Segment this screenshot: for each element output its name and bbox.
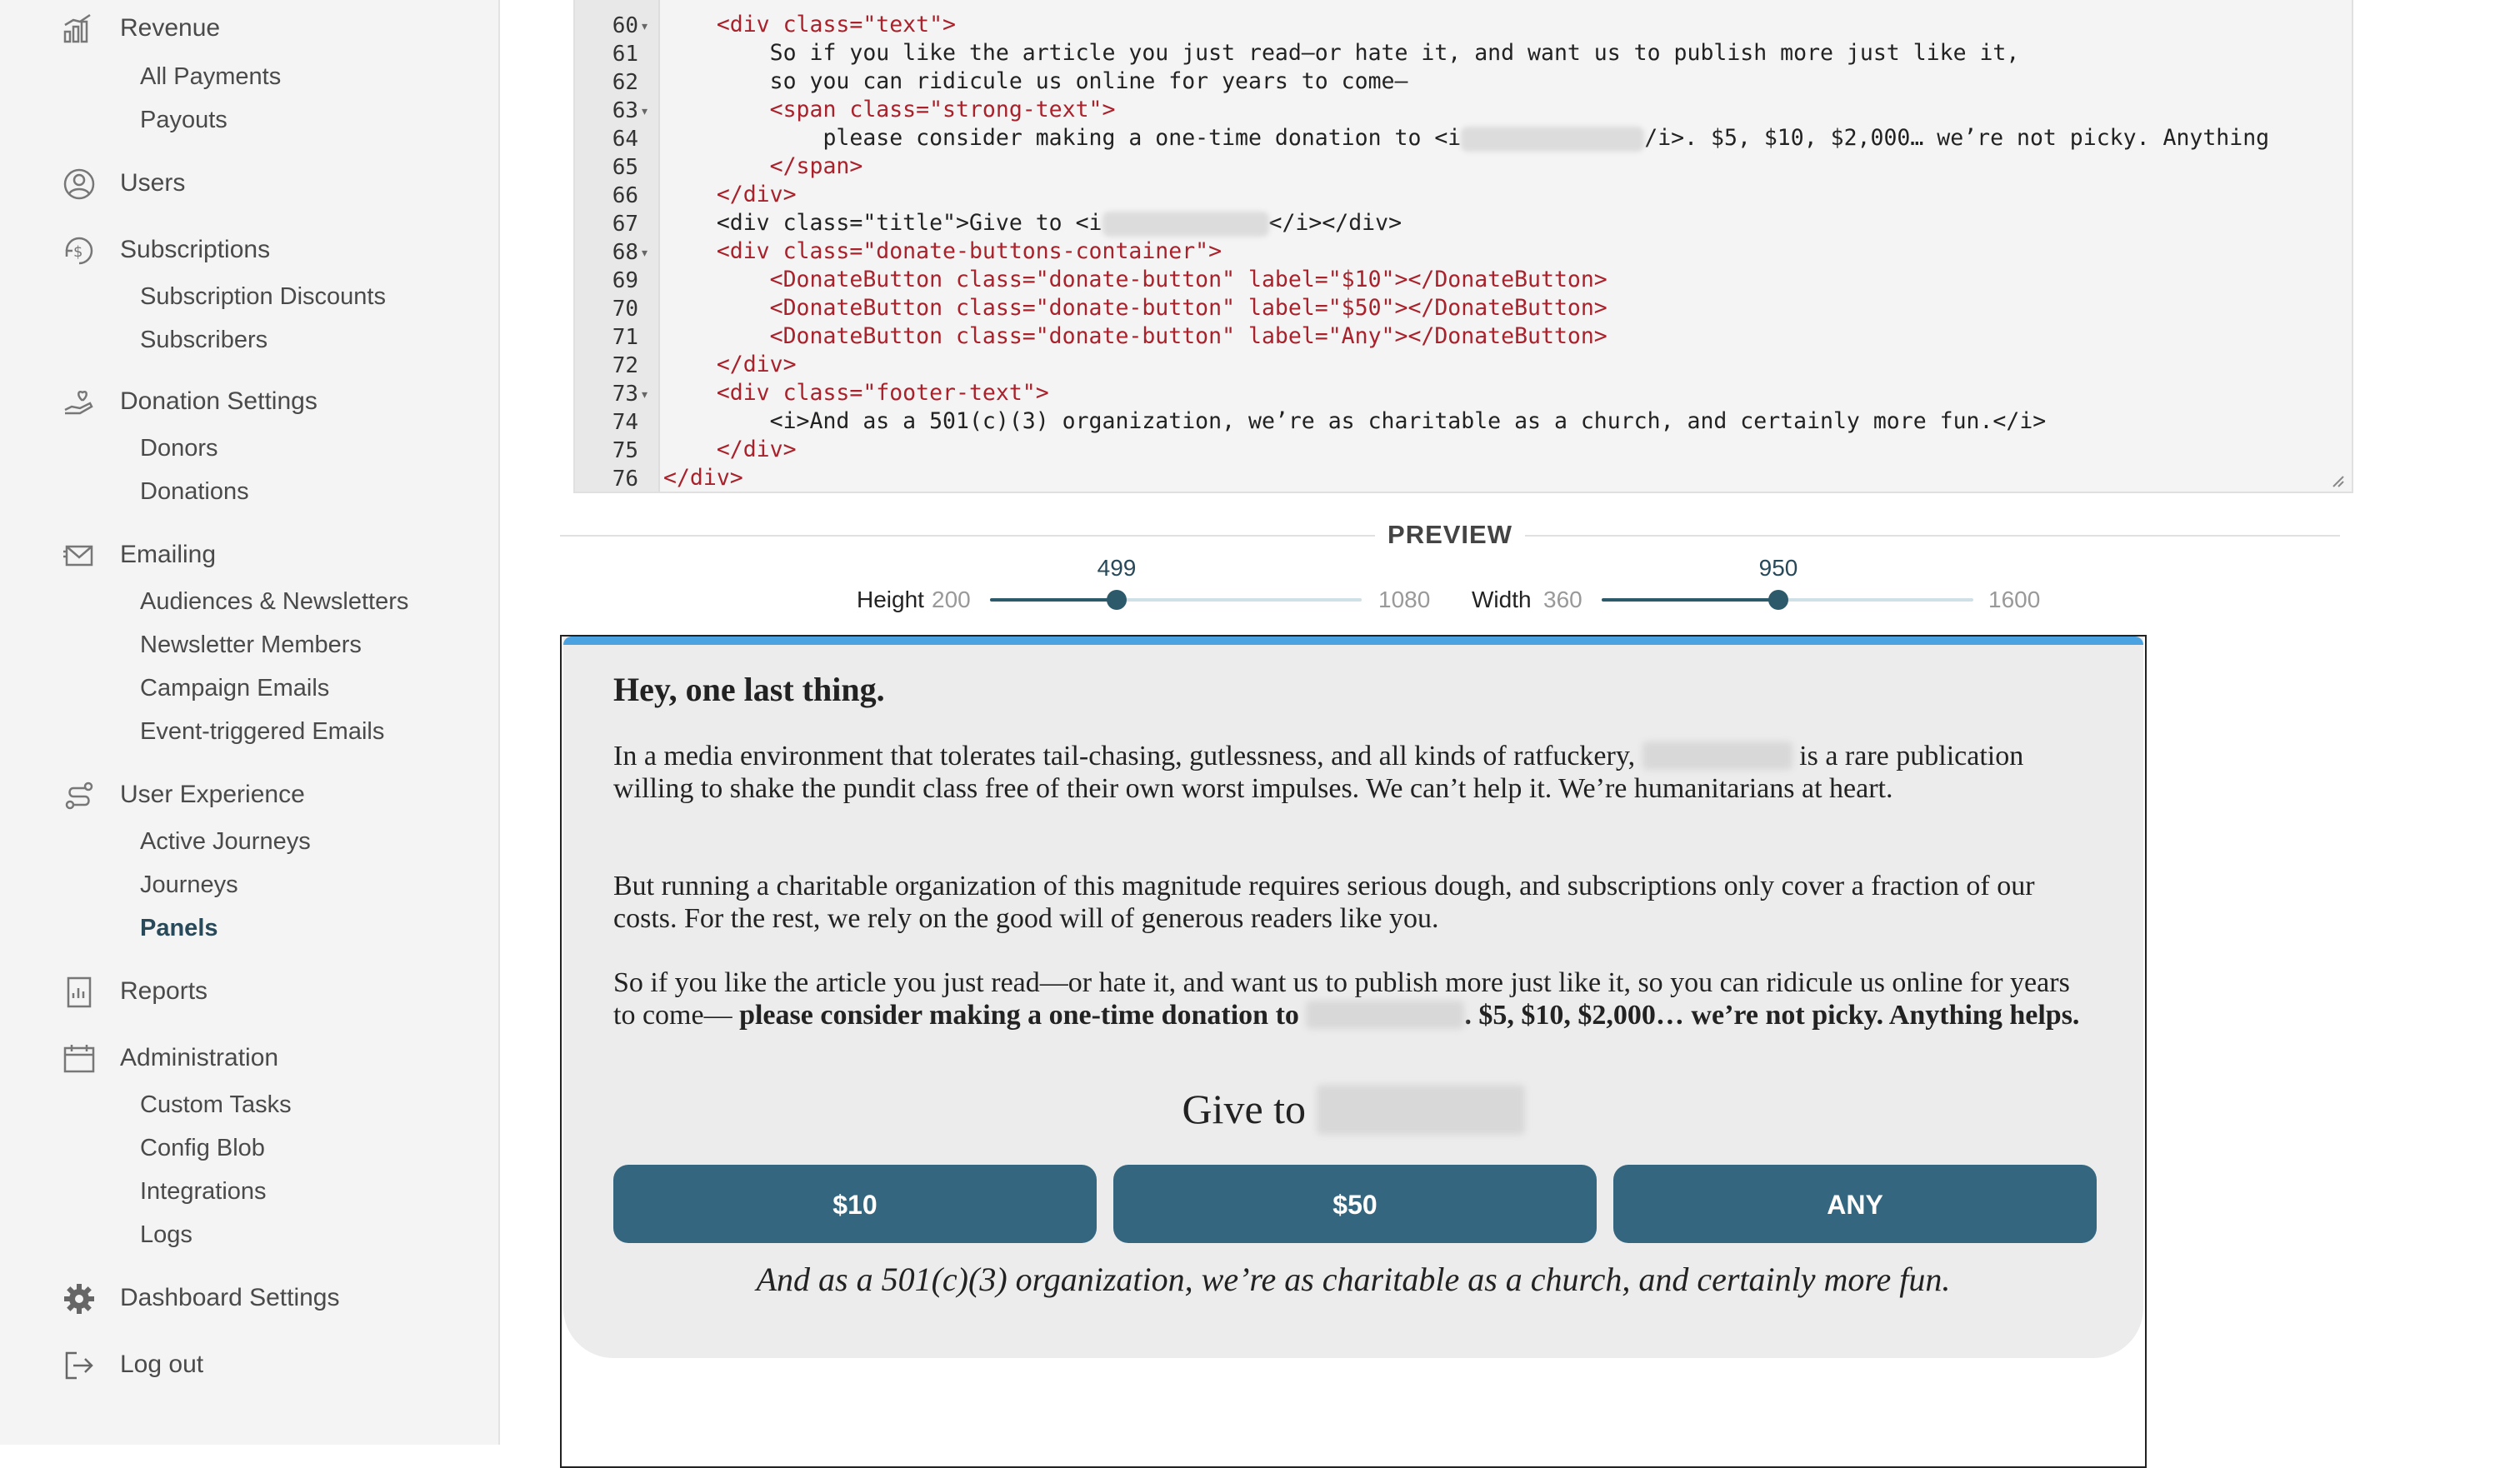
line-number: 76 — [612, 467, 638, 492]
width-slider-value: 950 — [1758, 555, 1798, 581]
hand-heart-icon — [62, 385, 97, 420]
line-number: 68 — [612, 240, 638, 265]
donation-panel — [563, 637, 2143, 1358]
line-number: 63 — [612, 98, 638, 123]
line-number: 69 — [612, 268, 638, 293]
nav-revenue[interactable] — [0, 8, 498, 50]
fold-arrow-icon[interactable]: ▾ — [642, 388, 648, 402]
code-line: <DonateButton class="donate-button" label="$50"></DonateButton> — [663, 295, 1608, 321]
line-number: 74 — [612, 410, 638, 435]
nav-administration[interactable] — [0, 1038, 498, 1080]
code-line: <i>And as a 501(c)(3) organization, we’re as charitable as a church, and certainly more fun.</i> — [663, 408, 2047, 434]
report-icon — [62, 975, 97, 1010]
panel-heading: Hey, one last thing. — [613, 671, 885, 708]
nav-emailing-label: Emailing — [120, 541, 217, 568]
code-segment: </i></div> — [1268, 210, 1402, 236]
redacted-name — [1317, 1085, 1525, 1135]
code-line: So if you like the article you just read—or hate it, and want us to publish more just like it, — [663, 40, 2020, 66]
redacted-name — [1306, 1001, 1464, 1029]
preview-title: PREVIEW — [1388, 520, 1512, 549]
redacted-name — [1461, 127, 1644, 152]
nav-item-integrations[interactable]: Integrations — [140, 1178, 267, 1205]
nav-item-active-journeys[interactable]: Active Journeys — [140, 828, 311, 855]
height-slider-fill — [990, 598, 1117, 602]
nav-administration-label: Administration — [120, 1044, 279, 1071]
donate-10-button[interactable]: $10 — [613, 1165, 1097, 1243]
code-line: </div> — [663, 437, 797, 462]
line-number: 60 — [612, 13, 638, 38]
user-circle-icon — [62, 167, 97, 202]
height-slider-max: 1080 — [1378, 587, 1431, 612]
nav-item-logs[interactable]: Logs — [140, 1221, 192, 1248]
line-number: 62 — [612, 70, 638, 95]
preview-frame — [560, 635, 2147, 1468]
code-segment: <div class="title">Give to <i — [663, 210, 1102, 236]
logout-icon — [62, 1348, 97, 1383]
nav-item-subscribers[interactable]: Subscribers — [140, 327, 268, 353]
width-slider-min: 360 — [1543, 587, 1582, 612]
paragraph-text: In a media environment that tolerates tail-chasing, gutlessness, and all kinds of ratfuckery, — [613, 741, 1636, 771]
line-number: 61 — [612, 42, 638, 67]
code-segment: please consider making a one-time donation to <i — [663, 125, 1462, 151]
line-number: 66 — [612, 183, 638, 208]
line-number: 72 — [612, 353, 638, 378]
paragraph-text: is a rare publication willing to shake the pundit class free of their own worst impulses. We can’t help it. We’re humanitarians at heart. — [613, 741, 2024, 804]
code-line: <DonateButton class="donate-button" label="Any"></DonateButton> — [663, 323, 1608, 349]
nav-donation-settings[interactable] — [0, 382, 498, 423]
bar-chart-icon — [62, 12, 97, 47]
divider — [560, 535, 1375, 537]
height-slider-label: Height — [857, 587, 924, 612]
nav-log-out[interactable] — [0, 1345, 498, 1386]
sidebar — [0, 0, 500, 1445]
line-number: 65 — [612, 155, 638, 180]
give-to-title — [563, 1085, 2143, 1135]
width-slider-label: Width — [1472, 587, 1532, 612]
nav-item-panels[interactable]: Panels — [140, 915, 218, 941]
panel-paragraph-1 — [613, 740, 2097, 805]
strong-text — [739, 1000, 2079, 1031]
height-slider-value: 499 — [1097, 555, 1137, 581]
code-line: </div> — [663, 465, 743, 491]
nav-dashboard-settings-label: Dashboard Settings — [120, 1284, 340, 1311]
code-line — [663, 210, 1402, 237]
nav-user-experience[interactable] — [0, 775, 498, 816]
resize-handle-icon[interactable] — [2330, 473, 2345, 488]
nav-item-journeys[interactable]: Journeys — [140, 871, 238, 898]
code-line: <span class="strong-text"> — [663, 97, 1116, 122]
panel-footer-text: And as a 501(c)(3) organization, we’re as charitable as a church, and certainly more fun. — [756, 1261, 1951, 1298]
nav-emailing[interactable] — [0, 535, 498, 577]
width-slider[interactable] — [1602, 598, 1973, 602]
nav-item-donations[interactable]: Donations — [140, 478, 249, 505]
nav-item-campaign-emails[interactable]: Campaign Emails — [140, 675, 330, 702]
journey-icon — [62, 778, 97, 813]
panel-paragraph-3 — [613, 966, 2097, 1031]
paragraph-text: So if you like the article you just read—or hate it, and want us to publish more just like it, so you can ridicule us online for years to come— — [613, 967, 2070, 1031]
paragraph-strong: please consider making a one-time donation to — [739, 1000, 1299, 1031]
code-line — [663, 125, 2269, 152]
height-slider-min: 200 — [932, 587, 971, 612]
line-number: 73 — [612, 382, 638, 407]
fold-arrow-icon[interactable]: ▾ — [642, 247, 648, 260]
envelope-icon — [62, 538, 97, 573]
line-number: 64 — [612, 127, 638, 152]
code-segment: /i>. $5, $10, $2,000… we’re not picky. Anything — [1644, 125, 2270, 151]
nav-users-label: Users — [120, 169, 186, 197]
line-number: 75 — [612, 438, 638, 463]
nav-item-newsletter-members[interactable]: Newsletter Members — [140, 632, 362, 658]
code-line: <div class="footer-text"> — [663, 380, 1049, 406]
panel-accent-bar — [563, 637, 2143, 645]
nav-log-out-label: Log out — [120, 1351, 204, 1378]
nav-item-config-blob[interactable]: Config Blob — [140, 1135, 265, 1161]
nav-item-donors[interactable]: Donors — [140, 435, 218, 462]
nav-item-event-triggered-emails[interactable]: Event-triggered Emails — [140, 718, 385, 745]
panel-paragraph-2: But running a charitable organization of this magnitude requires serious dough, and subscriptions only cover a fraction of our costs. For the rest, we rely on the good will of generous readers like you. — [613, 871, 2035, 934]
code-line: <div class="text"> — [663, 12, 956, 37]
give-to-text: Give to — [1182, 1086, 1307, 1132]
nav-item-payouts[interactable]: Payouts — [140, 107, 228, 133]
nav-users[interactable] — [0, 163, 498, 205]
width-slider-thumb[interactable] — [1768, 590, 1788, 610]
svg-text:$: $ — [73, 243, 83, 261]
height-slider[interactable] — [990, 598, 1362, 602]
code-editor[interactable] — [573, 0, 2353, 493]
width-slider-max: 1600 — [1988, 587, 2041, 612]
line-number: 70 — [612, 297, 638, 322]
redacted-name — [1102, 212, 1269, 237]
nav-reports-label: Reports — [120, 977, 208, 1005]
code-line: so you can ridicule us online for years to come— — [663, 68, 1408, 94]
fold-arrow-icon[interactable]: ▾ — [642, 105, 648, 118]
divider — [1525, 535, 2340, 537]
gear-icon — [62, 1281, 97, 1316]
nav-user-experience-label: User Experience — [120, 781, 305, 808]
line-number: 67 — [612, 212, 638, 237]
donate-any-button[interactable]: ANY — [1613, 1165, 2097, 1243]
code-line: <div class="donate-buttons-container"> — [663, 238, 1222, 264]
nav-donation-settings-label: Donation Settings — [120, 387, 318, 415]
nav-subscriptions[interactable] — [0, 230, 498, 272]
donate-50-button[interactable]: $50 — [1113, 1165, 1597, 1243]
fold-arrow-icon[interactable]: ▾ — [642, 20, 648, 33]
code-line: <DonateButton class="donate-button" label="$10"></DonateButton> — [663, 267, 1608, 292]
nav-item-subscription-discounts[interactable]: Subscription Discounts — [140, 283, 386, 310]
nav-subscriptions-label: Subscriptions — [120, 236, 271, 263]
code-line: </span> — [663, 153, 863, 179]
height-slider-thumb[interactable] — [1107, 590, 1127, 610]
nav-dashboard-settings[interactable] — [0, 1278, 498, 1320]
width-slider-fill — [1602, 598, 1778, 602]
code-line: </div> — [663, 182, 797, 207]
line-number: 71 — [612, 325, 638, 350]
nav-revenue-label: Revenue — [120, 14, 221, 42]
calendar-icon — [62, 1041, 97, 1076]
nav-reports[interactable] — [0, 971, 498, 1013]
code-line: </div> — [663, 352, 797, 377]
nav-item-all-payments[interactable]: All Payments — [140, 63, 282, 90]
nav-item-custom-tasks[interactable]: Custom Tasks — [140, 1091, 292, 1118]
dollar-cycle-icon — [62, 233, 97, 268]
nav-item-audiences-newsletters[interactable]: Audiences & Newsletters — [140, 588, 409, 615]
paragraph-strong: . $5, $10, $2,000… we’re not picky. Anything helps. — [1464, 1000, 2080, 1031]
redacted-name — [1642, 741, 1792, 770]
